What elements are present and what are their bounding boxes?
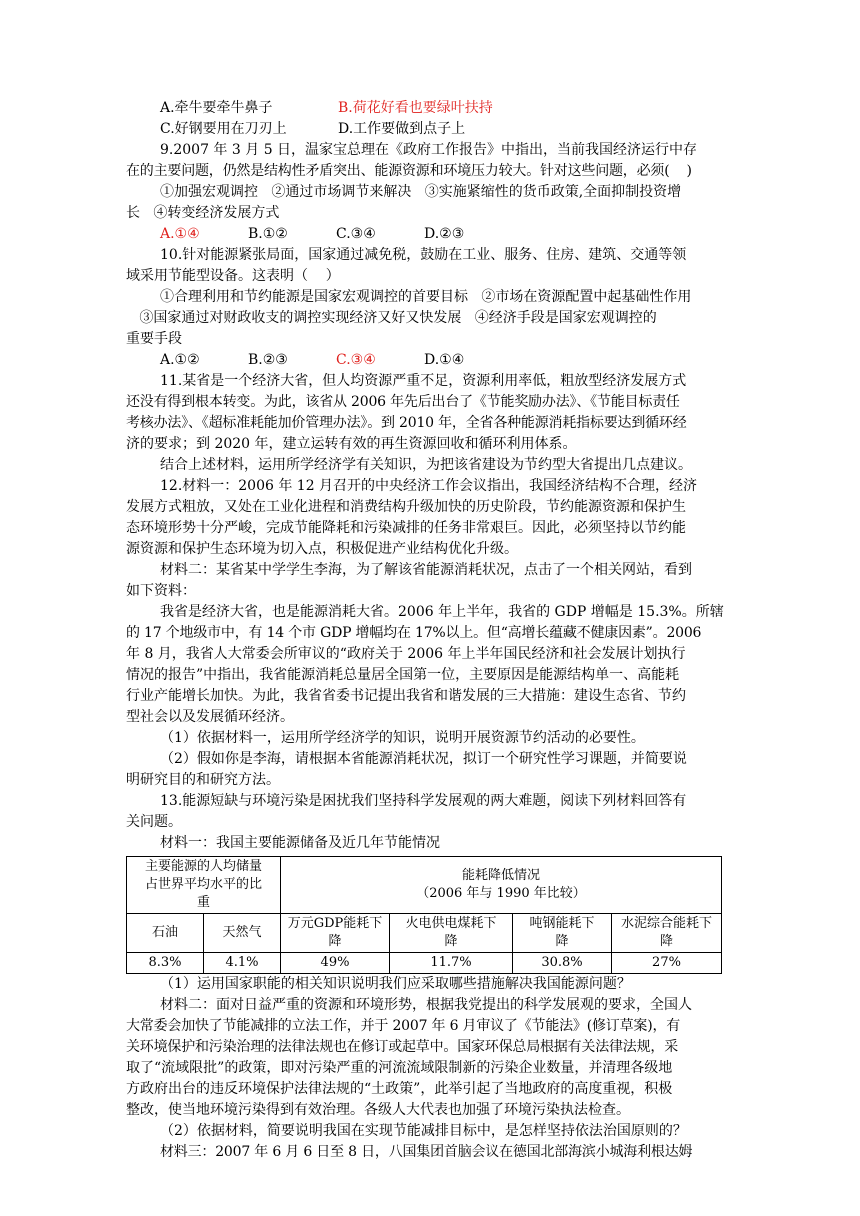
table-col-gdp-energy xyxy=(281,914,390,953)
q12-material2-line-1: 材料二：某省某中学学生李海，为了解该省能源消耗状况，点击了一个相关网站，看到 xyxy=(160,562,692,578)
q13-material2-line-5: 方政府出台的违反环境保护法律法规的“土政策”，此举引起了当地政府的高度重视，积极 xyxy=(126,1081,673,1097)
table-col-coal-power xyxy=(390,914,513,953)
q12-material2-line-6: 情况的报告”中指出，我省能源消耗总量居全国第一位，主要原因是能源结构单一、高能耗 xyxy=(126,667,680,683)
q13-material2-line-4: 取了“流域限批”的政策，即对污染严重的河流流域限制新的污染企业数量，并清理各级地 xyxy=(126,1060,673,1076)
q8-option-b: B.荷花好看也要绿叶扶持 xyxy=(338,100,493,116)
q12-material2-line-2: 如下资料： xyxy=(126,583,196,599)
table-row xyxy=(127,857,722,914)
q12-material2-line-4: 的 17 个地级市中，有 14 个市 GDP 增幅均在 17%以上。但“高增长蕴藏不健康因素”。2006 xyxy=(126,625,702,641)
table-col-cement xyxy=(612,914,722,953)
q12-material1-line-4: 源资源和保护生态环境为切入点，积极促进产业结构优化升级。 xyxy=(126,541,518,557)
q13-line-2: 关问题。 xyxy=(126,814,182,830)
q13-material2-line-2: 大常委会加快了节能减排的立法工作，并于 2007 年 6 月审议了《节能法》(修订草案)，有 xyxy=(126,1018,681,1034)
q11-line-5: 结合上述材料，运用所学经济学有关知识，为把该省建设为节约型大省提出几点建议。 xyxy=(160,457,692,473)
q11-line-3: 考核办法》、《超标准耗能加价管理办法》。到 2010 年，全省各种能源消耗指标要达到循环经 xyxy=(126,415,687,431)
table-col-label: 天然气 xyxy=(222,925,262,940)
q9-stem-line-1: 9.2007 年 3 月 5 日，温家宝总理在《政府工作报告》中指出，当前我国经济运行中存 xyxy=(160,142,698,158)
q9-option-d: D.②③ xyxy=(424,226,465,242)
q9-options xyxy=(126,224,730,245)
q12-material1-line-3: 态环境形势十分严峻，完成节能降耗和污染减排的任务非常艰巨。因此，必须坚持以节约能 xyxy=(126,520,686,536)
energy-table xyxy=(126,856,722,974)
table-col-oil xyxy=(127,914,204,953)
q9-stem-line-2: 在的主要问题，仍然是结构性矛盾突出、能源资源和环境压力较大。针对这些问题，必须( ) xyxy=(126,163,692,179)
table-col-label: 降 xyxy=(444,934,458,949)
q13-subquestion-2: （2）依据材料，简要说明我国在实现节能减排目标中，是怎样坚持依法治国原则的？ xyxy=(160,1123,687,1139)
q12-material2-line-7: 行业产能增长加快。为此，我省省委书记提出我省和谐发展的三大措施：建设生态省、节约 xyxy=(126,688,686,704)
q8-options-row-1 xyxy=(126,98,730,119)
table-header-energy-reduction xyxy=(281,857,722,914)
table-header-reserves-line-3: 重 xyxy=(196,895,210,910)
q9-option-b: B.①② xyxy=(248,226,288,242)
q9-option-a: A.①④ xyxy=(160,226,200,242)
q11-line-2: 还没有得到根本转变。为此，该省从 2006 年先后出台了《节能奖励办法》、《节能目标责任 xyxy=(126,394,680,410)
q13-subquestion-1: （1）运用国家职能的相关知识说明我们应采取哪些措施解决我国能源问题？ xyxy=(160,976,631,992)
table-col-label: 石油 xyxy=(151,925,178,940)
q9-option-c: C.③④ xyxy=(336,226,376,242)
document-body xyxy=(126,98,730,1163)
q10-items-line-2: ③国家通过对财政收支的调控实现经济又好又快发展 ④经济手段是国家宏观调控的 xyxy=(126,310,657,326)
q12-material2-line-5: 年 8 月，我省人大常委会所审议的“政府关于 2006 年上半年国民经济和社会发展计划执行 xyxy=(126,646,686,662)
q8-option-c: C.好钢要用在刀刃上 xyxy=(160,121,287,137)
table-col-label: 降 xyxy=(555,934,569,949)
table-cell: 4.1% xyxy=(204,953,281,974)
table-cell: 11.7% xyxy=(390,953,513,974)
q13-material1-title: 材料一：我国主要能源储备及近几年节能情况 xyxy=(160,835,440,851)
table-header-reserves-line-2: 占世界平均水平的比 xyxy=(144,877,262,892)
q9-items-line-2: 长 ④转变经济发展方式 xyxy=(126,205,280,221)
q10-option-b: B.②③ xyxy=(248,352,288,368)
q10-option-d: D.①④ xyxy=(424,352,465,368)
table-row xyxy=(127,953,722,974)
q10-option-a: A.①② xyxy=(160,352,200,368)
q11-line-4: 济的要求；到 2020 年，建立运转有效的再生资源回收和循环利用体系。 xyxy=(126,436,577,452)
q10-options xyxy=(126,350,730,371)
q13-material2-line-3: 关环境保护和污染治理的法律法规也在修订或起草中。国家环保总局根据有关法律法规，采 xyxy=(126,1039,678,1055)
table-cell: 8.3% xyxy=(127,953,204,974)
q9-items-line-1: ①加强宏观调控 ②通过市场调节来解决 ③实施紧缩性的货币政策,全面抑制投资增 xyxy=(160,184,682,200)
table-header-reserves xyxy=(127,857,281,914)
q10-option-c: C.③④ xyxy=(336,352,376,368)
q10-stem-line-1: 10.针对能源紧张局面，国家通过减免税，鼓励在工业、服务、住房、建筑、交通等领 xyxy=(160,247,687,263)
table-col-label: 降 xyxy=(659,934,673,949)
q8-option-d: D.工作要做到点子上 xyxy=(338,121,466,137)
table-header-energy-reduction-line-2: （2006 年与 1990 年比较） xyxy=(416,886,586,901)
table-header-energy-reduction-line-1: 能耗降低情况 xyxy=(461,868,540,883)
q12-subquestion-1: （1）依据材料一，运用所学经济学的知识，说明开展资源节约活动的必要性。 xyxy=(160,730,645,746)
table-col-steel xyxy=(513,914,612,953)
table-cell: 30.8% xyxy=(513,953,612,974)
q13-material2-line-6: 整改，使当地环境污染得到有效治理。各级人大代表也加强了环境污染执法检查。 xyxy=(126,1102,630,1118)
table-col-label: 吨钢能耗下 xyxy=(529,916,595,931)
table-col-label: 万元GDP能耗下 xyxy=(287,916,383,931)
q13-material2-line-1: 材料二：面对日益严重的资源和环境形势，根据我党提出的科学发展观的要求，全国人 xyxy=(160,997,692,1013)
q8-option-a: A.牵牛要牵牛鼻子 xyxy=(160,100,273,116)
q12-material1-line-2: 发展方式粗放，又处在工业化进程和消费结构升级加快的历史阶段，节约能源资源和保护生 xyxy=(126,499,686,515)
table-col-gas xyxy=(204,914,281,953)
q10-stem-line-2: 域采用节能型设备。这表明（ ） xyxy=(126,268,340,284)
q12-subquestion-2-line-2: 明研究目的和研究方法。 xyxy=(126,772,280,788)
q13-material3-line-1: 材料三：2007 年 6 月 6 日至 8 日，八国集团首脑会议在德国北部海滨小城海利根达姆 xyxy=(160,1144,693,1160)
table-header-reserves-line-1: 主要能源的人均储量 xyxy=(144,859,262,874)
table-col-label: 降 xyxy=(328,934,342,949)
q10-items-line-3: 重要手段 xyxy=(126,331,182,347)
q8-options-row-2 xyxy=(126,119,730,140)
q12-material2-line-8: 型社会以及发展循环经济。 xyxy=(126,709,294,725)
q10-items-line-1: ①合理利用和节约能源是国家宏观调控的首要目标 ②市场在资源配置中起基础性作用 xyxy=(160,289,692,305)
q12-material2-line-3: 我省是经济大省，也是能源消耗大省。2006 年上半年，我省的 GDP 增幅是 15.3%。所辖 xyxy=(160,604,724,620)
q12-subquestion-2-line-1: （2）假如你是李海，请根据本省能源消耗状况，拟订一个研究性学习课题，并简要说 xyxy=(160,751,687,767)
table-col-label: 火电供电煤耗下 xyxy=(405,916,497,931)
q12-material1-line-1: 12.材料一：2006 年 12 月召开的中央经济工作会议指出，我国经济结构不合理，经济 xyxy=(160,478,698,494)
table-cell: 49% xyxy=(281,953,390,974)
q13-line-1: 13.能源短缺与环境污染是困扰我们坚持科学发展观的两大难题，阅读下列材料回答有 xyxy=(160,793,687,809)
table-cell: 27% xyxy=(612,953,722,974)
table-col-label: 水泥综合能耗下 xyxy=(620,916,712,931)
q11-line-1: 11.某省是一个经济大省，但人均资源严重不足，资源利用率低，粗放型经济发展方式 xyxy=(160,373,687,389)
table-row xyxy=(127,914,722,953)
